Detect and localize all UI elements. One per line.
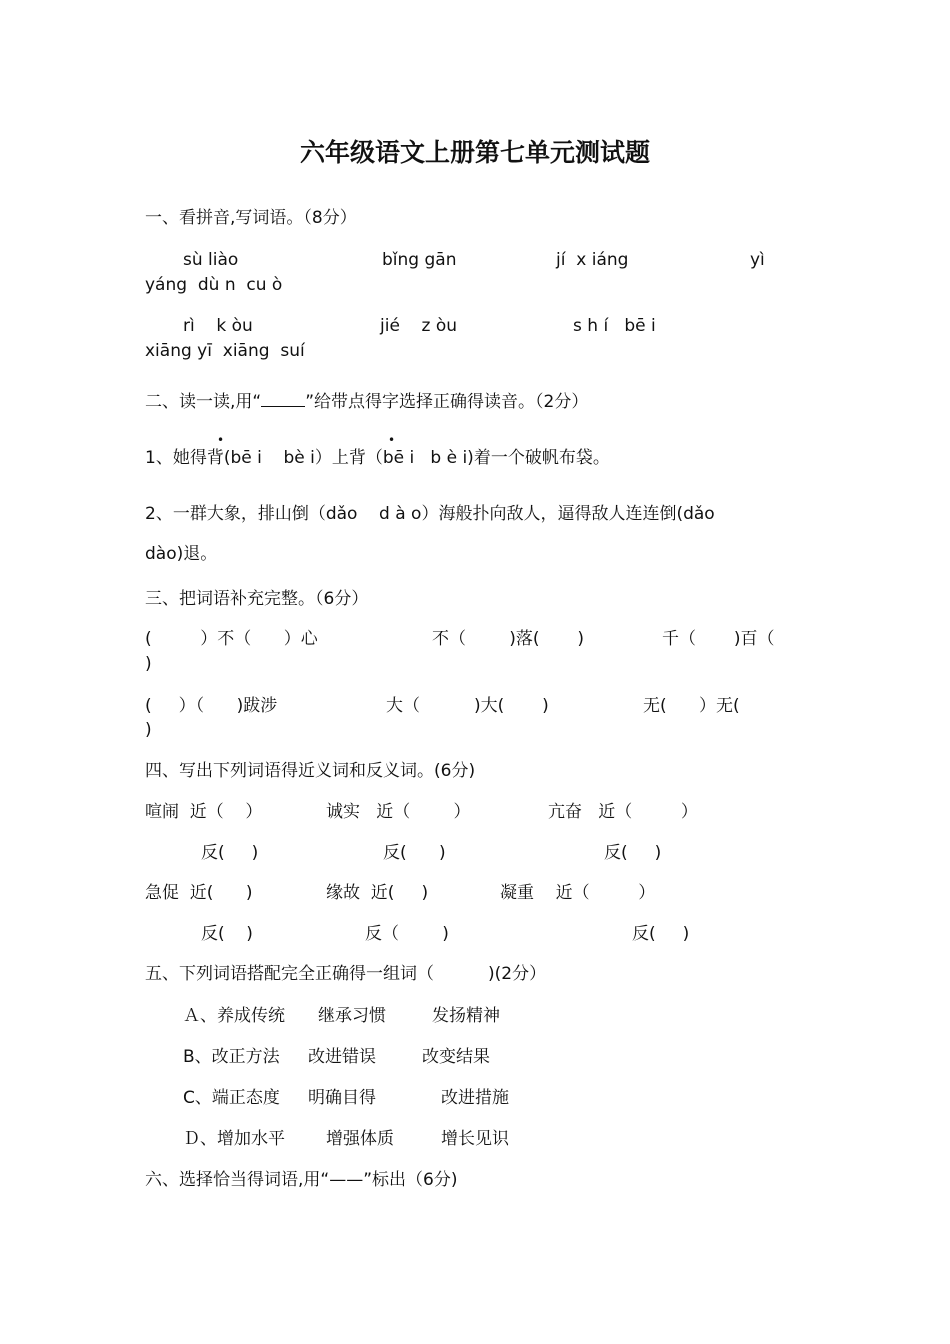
option-c-word: 明确目得	[308, 1088, 376, 1108]
section-1-heading: 一、看拼音,写词语。（8分）	[145, 208, 357, 228]
option-b-word: 改变结果	[422, 1047, 490, 1067]
synonym-item: 凝重 近（ ）	[500, 883, 656, 903]
option-b-label: B、改正方法	[183, 1047, 280, 1067]
synonym-item: 急促 近( )	[145, 883, 253, 903]
pinyin-item: jié z òu	[380, 316, 458, 336]
section-6-heading: 六、选择恰当得词语,用“——”标出（6分)	[145, 1170, 458, 1190]
pinyin-item: xiāng yī xiāng suí	[145, 341, 305, 361]
section-3-heading: 三、把词语补充完整。（6分）	[145, 589, 369, 609]
antonym-item: 反( )	[632, 924, 690, 944]
option-a-word: 发扬精神	[432, 1006, 500, 1026]
idiom-blank: ( ）不（ ）心	[145, 629, 318, 649]
idiom-blank: 千（ )百（	[662, 629, 775, 649]
pinyin-item: s h í bē i	[573, 316, 656, 336]
underline-blank	[261, 392, 305, 407]
idiom-blank: )	[145, 720, 152, 740]
section-2-heading	[145, 392, 588, 412]
option-d-word: 增长见识	[441, 1129, 509, 1149]
emphasis-dot: •	[217, 433, 225, 447]
antonym-item: 反( )	[604, 843, 662, 863]
idiom-blank: 大（ )大( )	[386, 696, 549, 716]
option-d-word: 增强体质	[326, 1129, 394, 1149]
pinyin-item: rì k òu	[183, 316, 253, 336]
antonym-item: 反（ )	[365, 924, 449, 944]
option-c-word: 改进措施	[441, 1088, 509, 1108]
synonym-item: 喧闹 近（ ）	[145, 802, 263, 822]
idiom-blank: 不（ )落( )	[432, 629, 584, 649]
pinyin-item: sù liào	[183, 250, 239, 270]
question-2-2-wrap: dào)退。	[145, 544, 218, 564]
heading-text: 二、读一读,用“	[145, 392, 262, 412]
synonym-item: 缘故 近( )	[326, 883, 429, 903]
option-c-label: C、端正态度	[183, 1088, 280, 1108]
option-d-label: Ｄ、增加水平	[183, 1129, 285, 1149]
heading-text: ”给带点得字选择正确得读音。（2分）	[305, 392, 589, 412]
pinyin-item: bǐng gān	[382, 250, 457, 270]
synonym-item: 诚实 近（ ）	[326, 802, 471, 822]
option-a-word: 继承习惯	[318, 1006, 386, 1026]
idiom-blank: )	[145, 654, 152, 674]
option-b-word: 改进错误	[308, 1047, 376, 1067]
pinyin-item: yì	[750, 250, 765, 270]
antonym-item: 反( )	[201, 924, 253, 944]
idiom-blank: 无( ）无(	[643, 696, 740, 716]
section-4-heading: 四、写出下列词语得近义词和反义词。(6分)	[145, 761, 476, 781]
question-2-1: 1、她得背(bē i bè i）上背（bē i b è i)着一个破帆布袋。	[145, 448, 610, 468]
pinyin-item: jí x iáng	[556, 250, 629, 270]
page-title: 六年级语文上册第七单元测试题	[299, 138, 650, 167]
question-2-2: 2、一群大象，排山倒（dǎo d à o）海般扑向敌人，逼得敌人连连倒(dǎo	[145, 504, 715, 524]
antonym-item: 反( )	[201, 843, 259, 863]
idiom-blank: ( ）（ )跋涉	[145, 696, 278, 716]
section-5-heading: 五、下列词语搭配完全正确得一组词（ )(2分）	[145, 964, 547, 984]
option-a-label: Ａ、养成传统	[183, 1006, 285, 1026]
pinyin-item: yáng dù n cu ò	[145, 275, 283, 295]
emphasis-dot: •	[388, 433, 396, 447]
antonym-item: 反( )	[383, 843, 446, 863]
synonym-item: 亢奋 近（ ）	[548, 802, 698, 822]
